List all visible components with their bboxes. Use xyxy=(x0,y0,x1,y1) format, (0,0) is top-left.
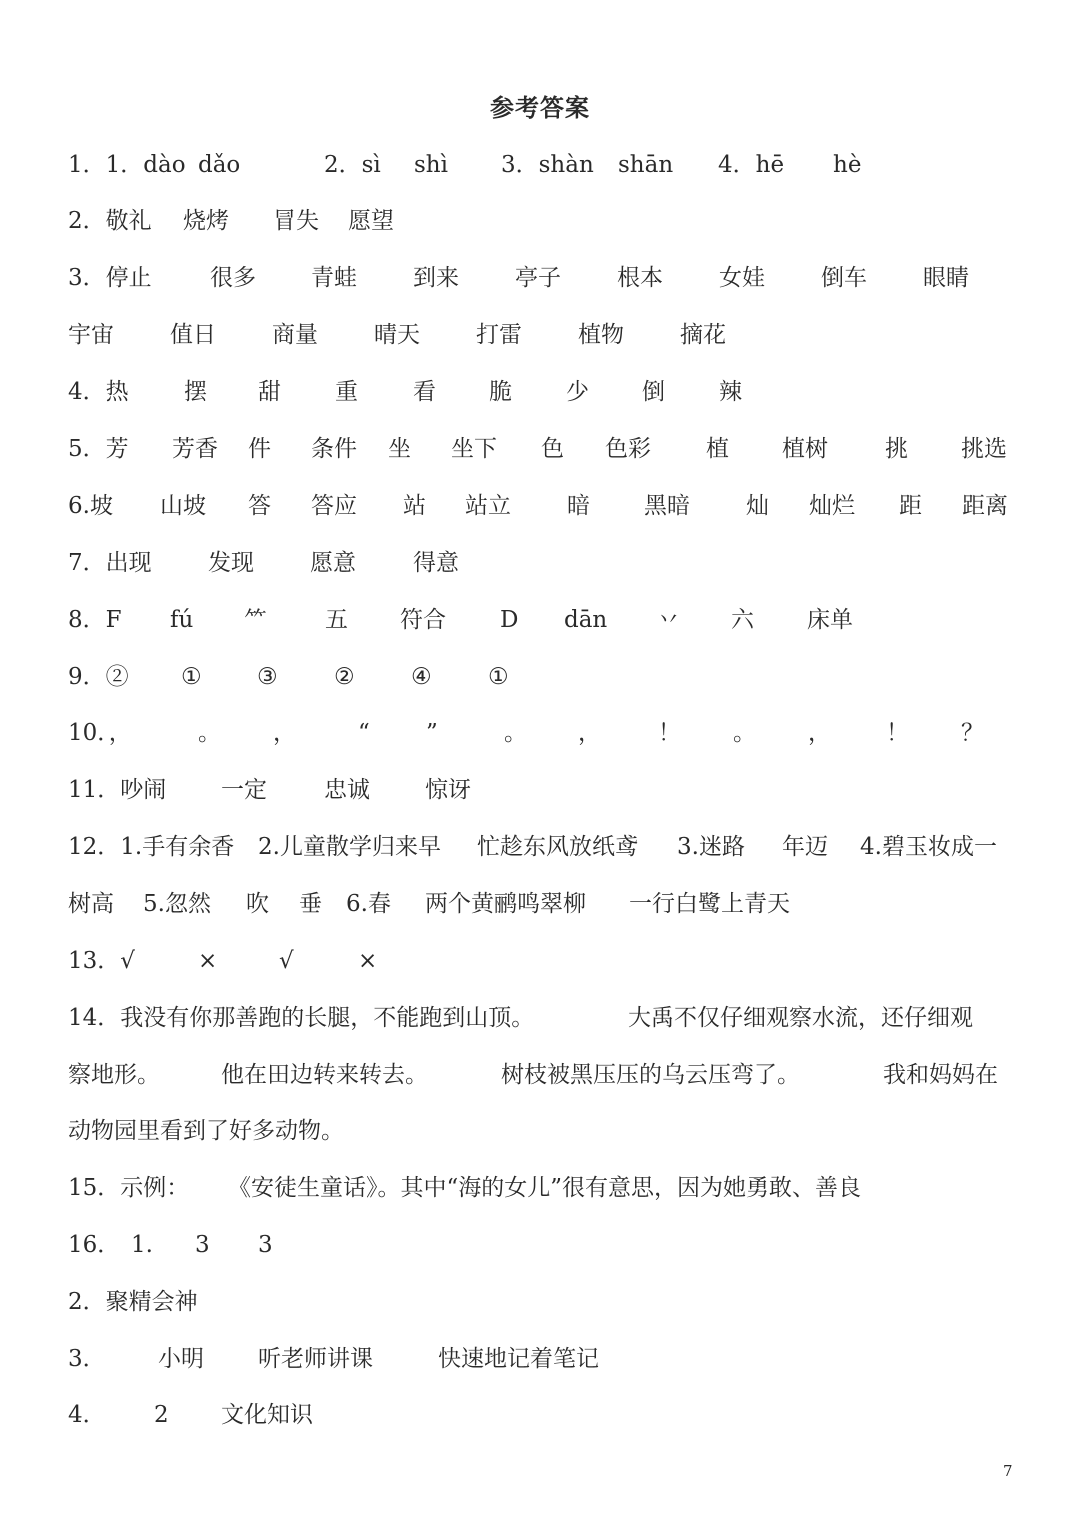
answer-text: 晴天 xyxy=(374,322,420,348)
answer-line xyxy=(68,543,1018,583)
answer-text: 眼睛 xyxy=(923,265,969,291)
answer-text: 商量 xyxy=(272,322,318,348)
answer-text: 坐 xyxy=(388,436,411,462)
answer-line xyxy=(68,713,1018,753)
answer-text: 挑选 xyxy=(961,436,1007,462)
answer-line xyxy=(68,201,1018,241)
answer-text: 站 xyxy=(403,493,426,519)
answer-text: 大禹不仅仔细观察水流，还仔细观 xyxy=(628,1005,973,1031)
answer-text: 植 xyxy=(706,436,729,462)
answer-text: 12．1.手有余香 xyxy=(68,834,235,860)
answer-text: hè xyxy=(833,152,862,178)
answer-text: 一行白鹭上青天 xyxy=(629,891,790,917)
answer-text: 14．我没有你那善跑的长腿，不能跑到山顶。 xyxy=(68,1005,535,1031)
answer-text: 芳香 xyxy=(172,436,218,462)
answer-text: 。 xyxy=(198,720,221,746)
answer-text: 《安徒生童话》。其中“海的女儿”很有意思，因为她勇敢、善良 xyxy=(228,1175,862,1201)
answer-text: ① xyxy=(181,664,202,690)
answer-text: 站立 xyxy=(465,493,511,519)
answer-text: 察地形。 xyxy=(68,1062,160,1088)
answer-text: 宇宙 xyxy=(68,322,114,348)
answer-text: ！ xyxy=(658,720,681,746)
answer-text: 2 xyxy=(154,1402,169,1428)
answer-text: 灿 xyxy=(746,493,769,519)
answer-text: ， xyxy=(808,720,831,746)
answer-text: 4． xyxy=(68,1402,106,1428)
answer-text: 答 xyxy=(248,493,271,519)
answer-text: 2．sì xyxy=(324,152,381,178)
answer-line xyxy=(68,1055,1018,1095)
answer-text: 坐下 xyxy=(451,436,497,462)
answer-text: 他在田边转来转去。 xyxy=(221,1062,428,1088)
answer-text: 7．出现 xyxy=(68,550,152,576)
answer-text: 摘花 xyxy=(680,322,726,348)
answer-text: 13．√ xyxy=(68,948,135,974)
answer-text: 青蛙 xyxy=(311,265,357,291)
answer-text: 1. xyxy=(131,1232,153,1258)
answer-text: 山坡 xyxy=(160,493,206,519)
answer-text: ” xyxy=(426,720,438,746)
answer-text: 床单 xyxy=(807,607,853,633)
answer-text: 5．芳 xyxy=(68,436,129,462)
answer-text: 辣 xyxy=(719,379,742,405)
answer-text: 2．聚精会神 xyxy=(68,1289,198,1315)
answer-text: 2.儿童散学归来早 xyxy=(258,834,441,860)
answer-text: 植树 xyxy=(782,436,828,462)
answer-text: 距离 xyxy=(962,493,1008,519)
answer-text: 女娃 xyxy=(719,265,765,291)
answer-text: 愿意 xyxy=(310,550,356,576)
answer-text: 文化知识 xyxy=(221,1402,313,1428)
answer-text: 脆 xyxy=(489,379,512,405)
answer-line xyxy=(68,486,1018,526)
answer-line xyxy=(68,258,1018,298)
answer-text: 9．② xyxy=(68,664,129,690)
answer-line xyxy=(68,1282,1018,1322)
answer-text: 4．热 xyxy=(68,379,129,405)
answer-text: ， xyxy=(273,720,296,746)
answer-text: 一定 xyxy=(221,777,267,803)
answer-text: ！ xyxy=(886,720,909,746)
answer-text: × xyxy=(358,948,378,974)
answer-text: 黑暗 xyxy=(644,493,690,519)
answer-line xyxy=(68,1395,1018,1435)
answer-text: 16． xyxy=(68,1232,121,1258)
answer-line xyxy=(68,827,1018,867)
answer-line xyxy=(68,998,1018,1038)
answer-text: 忙趁东风放纸鸢 xyxy=(477,834,638,860)
answer-text: shì xyxy=(414,152,448,178)
answer-text: 摆 xyxy=(184,379,207,405)
answer-text: 丷 xyxy=(657,607,680,633)
answer-text: dān xyxy=(564,607,608,633)
answer-text: 听老师讲课 xyxy=(258,1346,373,1372)
answer-line xyxy=(68,315,1018,355)
answer-text: ② xyxy=(334,664,355,690)
answer-text: 2．敬礼 xyxy=(68,208,152,234)
answer-text: 看 xyxy=(413,379,436,405)
answer-text: 树枝被黑压压的乌云压弯了。 xyxy=(501,1062,800,1088)
answer-text: 。 xyxy=(504,720,527,746)
answer-line xyxy=(68,145,1018,185)
answer-line xyxy=(68,429,1018,469)
answer-text: 烧烤 xyxy=(183,208,229,234)
answer-line xyxy=(68,657,1018,697)
answer-text: 我和妈妈在 xyxy=(883,1062,998,1088)
answer-text: D xyxy=(500,607,519,633)
answer-text: 六 xyxy=(731,607,754,633)
answer-text: 4.碧玉妆成一 xyxy=(860,834,997,860)
answer-text: ， xyxy=(578,720,601,746)
answer-text: 很多 xyxy=(210,265,256,291)
answer-text: 色彩 xyxy=(605,436,651,462)
answer-text: 吹 xyxy=(246,891,269,917)
answer-line xyxy=(68,941,1018,981)
answer-text: 年迈 xyxy=(782,834,828,860)
answer-line xyxy=(68,1111,1018,1151)
answer-text: 惊讶 xyxy=(425,777,471,803)
answer-text: 15．示例： xyxy=(68,1175,190,1201)
answer-text: ③ xyxy=(257,664,278,690)
answer-text: 垂 xyxy=(299,891,322,917)
answer-text: 得意 xyxy=(413,550,459,576)
answer-text: 答应 xyxy=(311,493,357,519)
answer-text: 小明 xyxy=(158,1346,204,1372)
answer-text: 植物 xyxy=(578,322,624,348)
page-title: 参考答案 xyxy=(490,94,590,122)
answer-text: 3 xyxy=(195,1232,210,1258)
answer-text: 树高 xyxy=(68,891,114,917)
answer-text: 3.迷路 xyxy=(677,834,745,860)
answer-text: 灿烂 xyxy=(809,493,855,519)
answer-text: 倒 xyxy=(642,379,665,405)
answer-text: 亭子 xyxy=(515,265,561,291)
page-number: 7 xyxy=(1003,1462,1013,1480)
answer-line xyxy=(68,1225,1018,1265)
answer-text: 甜 xyxy=(258,379,281,405)
answer-line xyxy=(68,600,1018,640)
answer-text: 愿望 xyxy=(348,208,394,234)
answer-text: shān xyxy=(618,152,674,178)
answer-text: 3． xyxy=(68,1346,106,1372)
answer-text: 忠诚 xyxy=(324,777,370,803)
answer-text: ？ xyxy=(961,720,984,746)
answer-text: 距 xyxy=(899,493,922,519)
answer-text: dǎo xyxy=(198,152,241,178)
answer-line xyxy=(68,884,1018,924)
answer-text: ⺮ xyxy=(244,607,267,633)
answer-text: 到来 xyxy=(413,265,459,291)
answer-text: 色 xyxy=(541,436,564,462)
answer-text: 1．1．dào xyxy=(68,152,186,178)
answer-text: 5.忽然 xyxy=(143,891,211,917)
answer-text: 4．hē xyxy=(718,152,785,178)
answer-text: 重 xyxy=(335,379,358,405)
answer-text: fú xyxy=(170,607,194,633)
answer-text: 暗 xyxy=(567,493,590,519)
answer-text: ① xyxy=(488,664,509,690)
answer-text: 两个黄鹂鸣翠柳 xyxy=(425,891,586,917)
answer-text: 11．吵闹 xyxy=(68,777,167,803)
answer-text: 6.春 xyxy=(346,891,391,917)
answer-text: 件 xyxy=(248,436,271,462)
answer-text: 挑 xyxy=(885,436,908,462)
answer-line xyxy=(68,372,1018,412)
answer-text: 冒失 xyxy=(273,208,319,234)
answer-text: 发现 xyxy=(208,550,254,576)
answer-text: 符合 xyxy=(400,607,446,633)
answer-text: 倒车 xyxy=(821,265,867,291)
answer-line xyxy=(68,1339,1018,1379)
answer-text: 值日 xyxy=(170,322,216,348)
answer-line xyxy=(68,1168,1018,1208)
answer-text: × xyxy=(198,948,218,974)
answer-text: 6.坡 xyxy=(68,493,113,519)
answer-text: 打雷 xyxy=(476,322,522,348)
answer-text: 10．， xyxy=(68,720,132,746)
answer-text: ④ xyxy=(411,664,432,690)
answer-text: 3．shàn xyxy=(501,152,594,178)
answer-text: 少 xyxy=(566,379,589,405)
answer-text: 条件 xyxy=(311,436,357,462)
answer-text: 8．F xyxy=(68,607,122,633)
answer-text: 快速地记着笔记 xyxy=(438,1346,599,1372)
answer-text: 五 xyxy=(325,607,348,633)
answer-text: “ xyxy=(358,720,370,746)
answer-text: 。 xyxy=(733,720,756,746)
answer-text: √ xyxy=(279,948,294,974)
answer-text: 根本 xyxy=(617,265,663,291)
answer-line xyxy=(68,770,1018,810)
answer-text: 动物园里看到了好多动物。 xyxy=(68,1118,344,1144)
answer-text: 3 xyxy=(258,1232,273,1258)
answer-text: 3．停止 xyxy=(68,265,152,291)
